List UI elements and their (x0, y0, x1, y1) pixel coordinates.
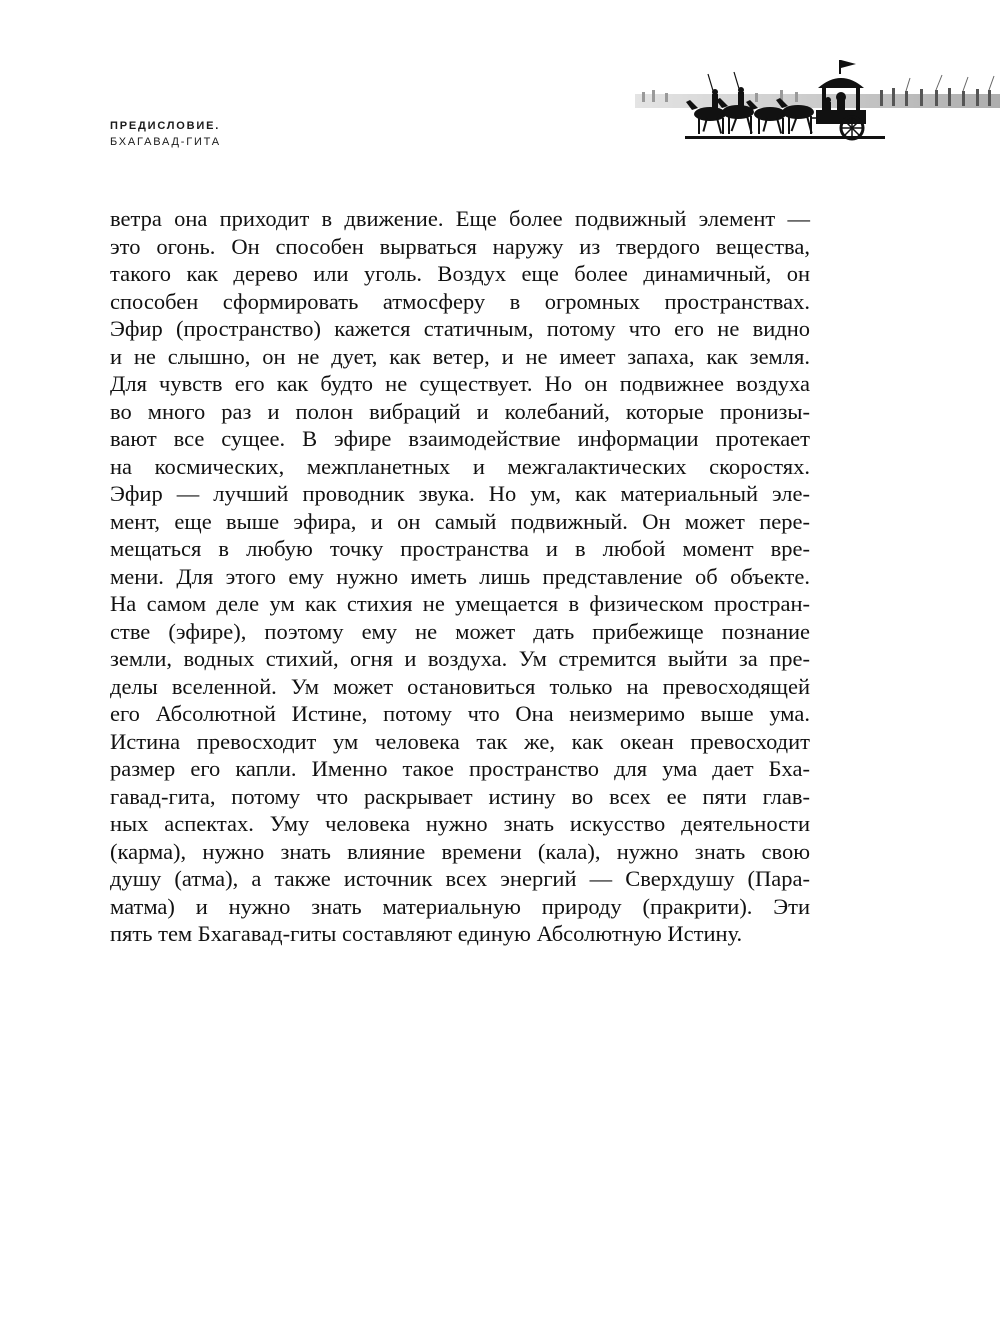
text-line: душу (атма), а также источник всех энергий — Сверхдушу (Пара- (110, 866, 810, 891)
text-line: земли, водных стихий, огня и воздуха. Ум стремится выйти за пре- (110, 646, 810, 671)
running-head-section: ПРЕДИСЛОВИЕ. (110, 120, 221, 132)
text-line: мени. Для этого ему нужно иметь лишь представление об объекте. (110, 563, 810, 589)
chariot-army-icon (630, 50, 1000, 145)
text-line: Эфир — лучший проводник звука. Но ум, как материальный эле- (110, 481, 810, 506)
text-line: Для чувств его как будто не существует. Но он подвижнее воздуха (110, 371, 810, 396)
text-line: гавад-гита, потому что раскрывает истину во всех ее пяти глав- (110, 783, 810, 809)
running-head-chapter: БХАГАВАД-ГИТА (110, 136, 221, 148)
text-line: мещаться в любую точку пространства и в любой момент вре- (110, 536, 810, 561)
text-line: вают все сущее. В эфире взаимодействие информации протекает (110, 426, 810, 451)
text-line: ветра она приходит в движение. Еще более подвижный элемент — (110, 206, 810, 231)
chariot-army-illustration (630, 50, 1000, 145)
text-line: (карма), нужно знать влияние времени (кала), нужно знать свою (110, 838, 810, 864)
text-line: делы вселенной. Ум может остановиться только на превосходящей (110, 673, 810, 699)
text-line: ных аспектах. Уму человека нужно знать искусство деятельности (110, 811, 810, 836)
text-line: На самом деле ум как стихия не умещается в физическом простран- (110, 591, 810, 616)
text-line: матма) и нужно знать материальную природу (пракрити). Эти (110, 893, 810, 919)
running-head (110, 118, 221, 150)
text-line: размер его капли. Именно такое пространство для ума дает Бха- (110, 756, 810, 781)
text-line: это огонь. Он способен вырваться наружу из твердого вещества, (110, 233, 810, 259)
text-line: мент, еще выше эфира, и он самый подвижный. Он может пере- (110, 508, 810, 534)
text-line: способен сформировать атмосферу в огромных пространствах. (110, 288, 810, 314)
text-line: Истина превосходит ум человека так же, как океан превосходит (110, 728, 810, 754)
text-line: на космических, межпланетных и межгалактических скоростях. (110, 453, 810, 479)
text-line: и не слышно, он не дует, как ветер, и не имеет запаха, как земля. (110, 343, 810, 369)
text-line: во много раз и полон вибраций и колебаний, которые пронизы- (110, 398, 810, 424)
text-line: Эфир (пространство) кажется статичным, потому что его не видно (110, 316, 810, 341)
text-line: такого как дерево или уголь. Воздух еще более динамичный, он (110, 261, 810, 286)
text-line: стве (эфире), поэтому ему не может дать прибежище познание (110, 618, 810, 644)
text-line: его Абсолютной Истине, потому что Она неизмеримо выше ума. (110, 701, 810, 726)
body-text (110, 205, 810, 948)
text-line: пять тем Бхагавад-гиты составляют единую Абсолютную Истину. (110, 921, 743, 946)
